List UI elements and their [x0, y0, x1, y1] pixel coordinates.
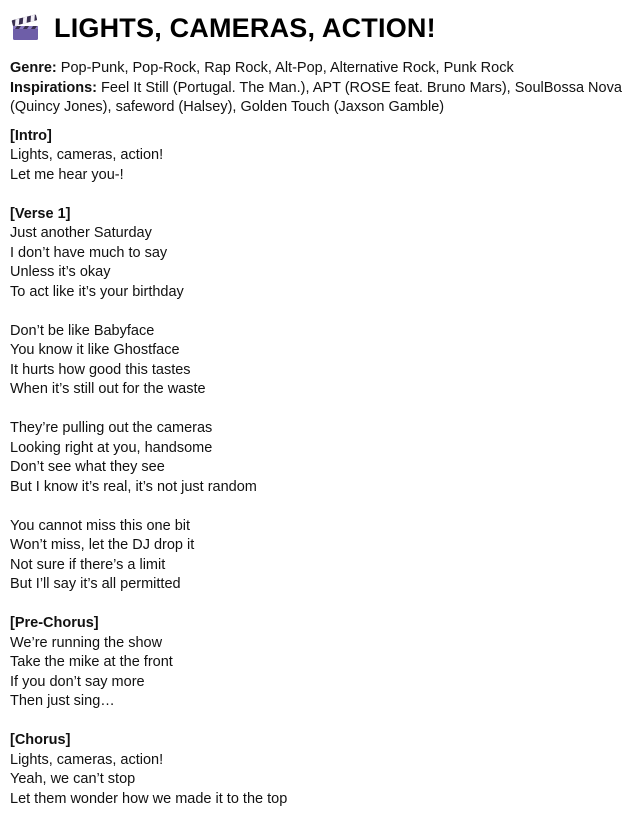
lyric-line: But I’ll say it’s all permitted [10, 576, 181, 592]
lyric-line: Won’t miss, let the DJ drop it [10, 537, 195, 553]
lyrics-body [10, 127, 641, 810]
lyric-line: Then just sing… [10, 693, 115, 709]
lyric-line: Just another Saturday [10, 225, 152, 241]
section-heading: [Verse 1] [10, 205, 71, 222]
lyric-line: You cannot miss this one bit [10, 517, 191, 534]
lyric-line: When it’s still out for the waste [10, 381, 206, 397]
genre-value: Pop-Punk, Pop-Rock, Rap Rock, Alt-Pop, Alternative Rock, Punk Rock [56, 60, 514, 76]
lyric-line: Lights, cameras, action! [10, 147, 164, 163]
title-row [10, 0, 641, 54]
stanza [10, 322, 641, 400]
section-heading: [Intro] [10, 127, 52, 144]
lyrics-section [10, 731, 641, 809]
lyric-line: Don’t be like Babyface [10, 322, 155, 339]
stanza [10, 419, 641, 497]
lyric-line: But I know it’s real, it’s not just random [10, 478, 257, 495]
lyric-line: Let me hear you-! [10, 166, 124, 183]
lyric-line: To act like it’s your birthday [10, 283, 184, 300]
lyric-line: Looking right at you, handsome [10, 439, 213, 456]
lyrics-section [10, 614, 641, 712]
lyric-line: Not sure if there’s a limit [10, 556, 166, 573]
lyric-line: Let them wonder how we made it to the top [10, 790, 288, 807]
genre-row [10, 59, 635, 79]
stanza [10, 517, 641, 595]
stanza [10, 751, 641, 810]
lyrics-section [10, 205, 641, 595]
stanza [10, 224, 641, 302]
inspirations-row [10, 79, 635, 118]
lyric-line: It hurts how good this tastes [10, 361, 191, 378]
page-title: LIGHTS, CAMERAS, ACTION! [54, 12, 436, 43]
lyric-line: Take the mike at the front [10, 654, 173, 670]
lyric-line: You know it like Ghostface [10, 342, 180, 358]
genre-label: Genre: [10, 60, 57, 76]
lyric-line: Unless it’s okay [10, 264, 111, 280]
inspirations-label: Inspirations: [10, 79, 98, 96]
lyric-line: Lights, cameras, action! [10, 751, 164, 768]
inspirations-value: Feel It Still (Portugal. The Man.), APT (ROSE feat. Bruno Mars), SoulBossa Nova (Quincy Jones), safeword (Halsey), Golden Touch (Jaxson Gamble) [10, 79, 622, 115]
lyric-line: They’re pulling out the cameras [10, 420, 213, 436]
lyrics-section [10, 127, 641, 186]
lyric-line: Don’t see what they see [10, 459, 165, 475]
song-meta [10, 59, 635, 118]
section-heading: [Chorus] [10, 732, 71, 748]
stanza [10, 146, 641, 185]
lyric-line: We’re running the show [10, 634, 163, 651]
section-heading: [Pre-Chorus] [10, 615, 99, 631]
lyric-line: I don’t have much to say [10, 244, 168, 261]
clapperboard-icon [10, 13, 40, 43]
lyric-line: If you don’t say more [10, 673, 145, 690]
lyric-line: Yeah, we can’t stop [10, 771, 136, 787]
stanza [10, 634, 641, 712]
